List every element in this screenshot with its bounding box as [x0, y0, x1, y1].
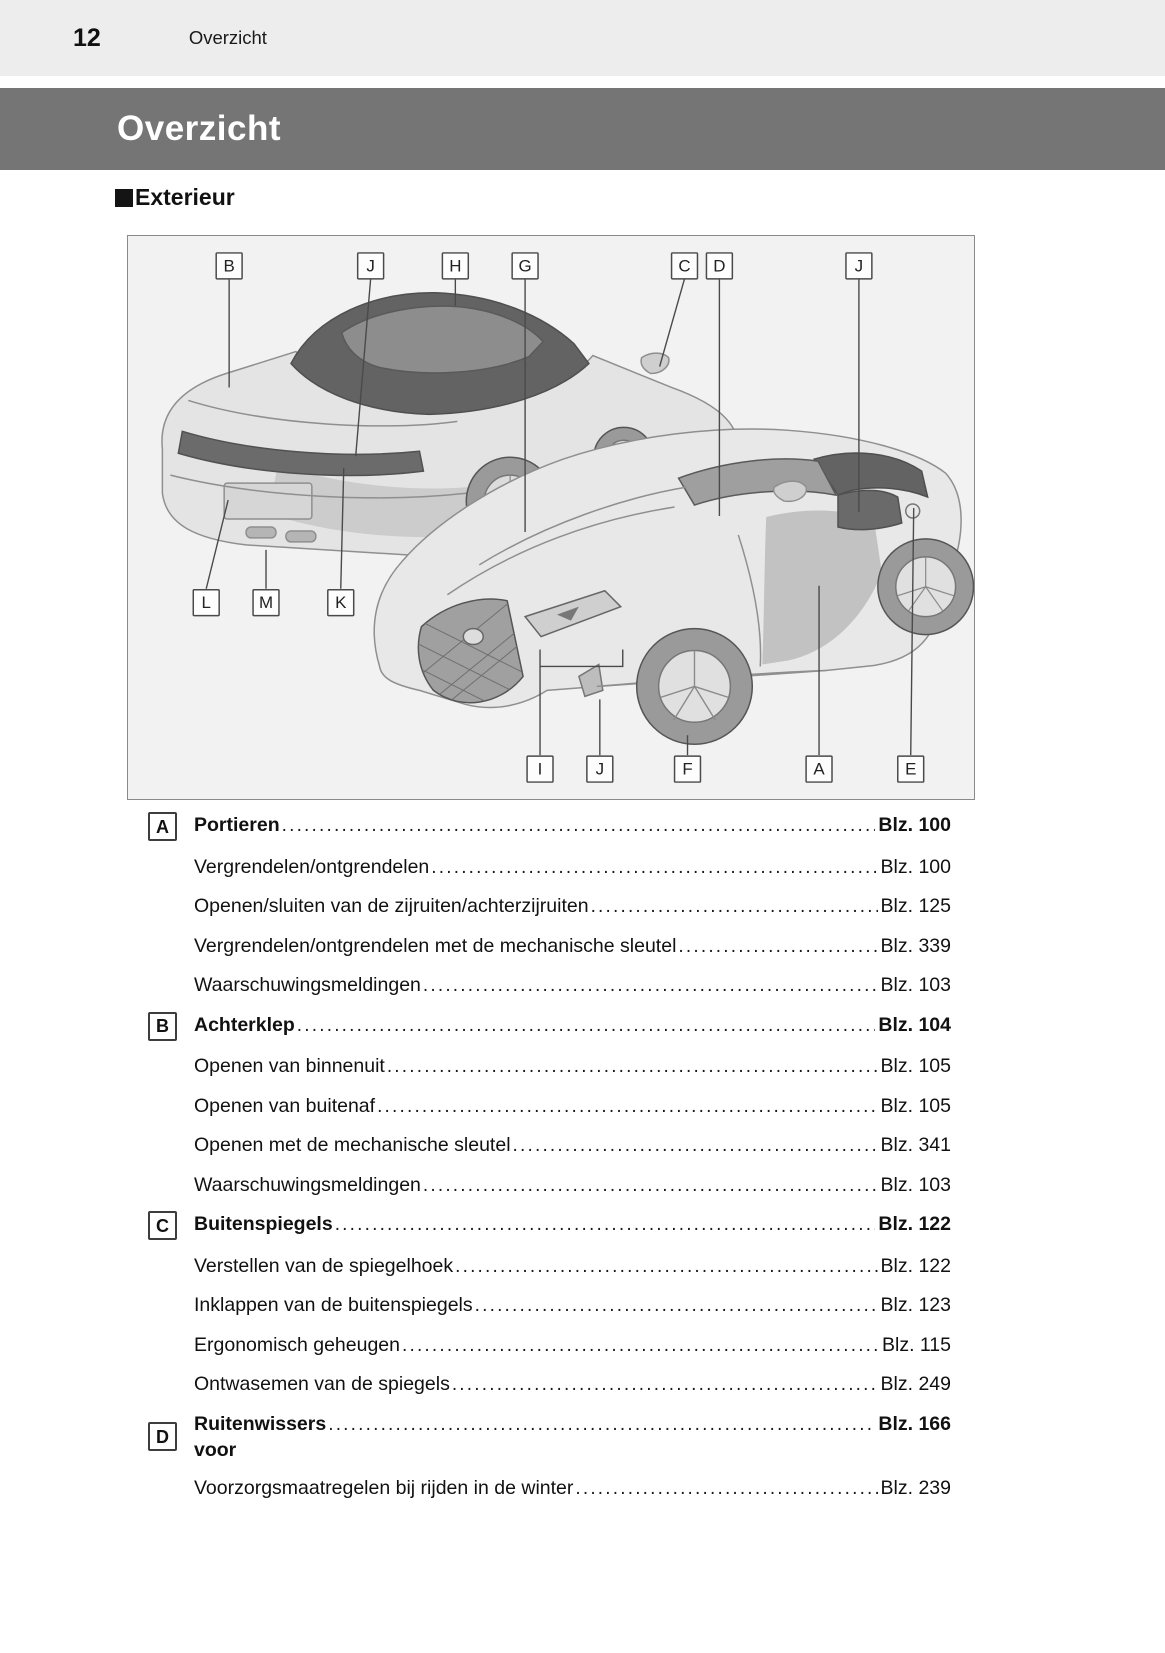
dot-leader [282, 812, 876, 839]
svg-text:I: I [537, 759, 543, 779]
toc-section-d [148, 1411, 951, 1503]
toc-page-number: Blz. 122 [878, 1213, 951, 1235]
toc-section-title: Buitenspiegels [194, 1213, 333, 1235]
toc-page-number: Blz. 103 [880, 974, 951, 996]
dot-leader [423, 1172, 878, 1199]
callout-c [672, 253, 698, 279]
dot-leader [377, 1093, 877, 1120]
svg-text:K: K [335, 593, 347, 613]
svg-text:F: F [682, 759, 693, 779]
dot-leader [431, 854, 877, 881]
dot-leader [328, 1411, 875, 1438]
dot-leader [452, 1371, 878, 1398]
dot-leader [297, 1012, 876, 1039]
callout-j-1 [358, 253, 384, 279]
dot-leader [387, 1053, 878, 1080]
toc-item[interactable] [148, 1371, 951, 1398]
toc-page-number: Blz. 100 [880, 855, 951, 878]
dot-leader [423, 972, 878, 999]
dot-leader [335, 1211, 876, 1238]
toc-item-label: Openen/sluiten van de zijruiten/achterzijruiten [194, 895, 589, 917]
toc-item-label: Vergrendelen/ontgrendelen met de mechanische sleutel [194, 934, 677, 957]
running-header-title: Overzicht [188, 27, 267, 48]
toc-item[interactable] [148, 1332, 951, 1359]
toc-page-number: Blz. 122 [880, 1254, 951, 1277]
callout-m [253, 590, 279, 616]
toc-item-label: Waarschuwingsmeldingen [194, 1173, 421, 1196]
section-heading [115, 184, 235, 211]
dot-leader [678, 933, 877, 960]
chapter-banner [0, 88, 1165, 170]
svg-text:D: D [713, 256, 726, 276]
dot-leader [591, 893, 878, 920]
toc-item-label: Ergonomisch geheugen [194, 1333, 400, 1356]
toc-item-label: Vergrendelen/ontgrendelen [194, 855, 430, 878]
svg-text:E: E [905, 759, 917, 779]
square-bullet-icon [115, 189, 133, 207]
toc-section-header[interactable] [148, 812, 951, 841]
toc-page-number: Blz. 105 [880, 1055, 951, 1077]
toc-page-number: Blz. 249 [880, 1373, 951, 1395]
callout-g [512, 253, 538, 279]
toc-page-number: Blz. 239 [880, 1477, 951, 1499]
dot-leader [455, 1253, 877, 1280]
toc-page-number: Blz. 103 [880, 1173, 951, 1196]
callout-j-2 [846, 253, 872, 279]
toc-section-a [148, 812, 951, 999]
toc-item-label: Ontwasemen van de spiegels [194, 1373, 450, 1395]
callout-h [442, 253, 468, 279]
toc-section-header[interactable] [148, 1411, 951, 1463]
toc-item[interactable] [148, 972, 951, 999]
toc-item[interactable] [148, 1172, 951, 1199]
toc-item[interactable] [148, 1053, 951, 1080]
callout-d [706, 253, 732, 279]
toc-section-header[interactable] [148, 1211, 951, 1240]
page-number: 12 [73, 23, 101, 52]
callout-k [328, 590, 354, 616]
toc-item[interactable] [148, 1132, 951, 1159]
svg-text:A: A [813, 759, 825, 779]
section-letter-badge: C [148, 1211, 177, 1240]
toc-page-number: Blz. 104 [878, 1013, 951, 1036]
toc-item[interactable] [148, 1475, 951, 1502]
chapter-banner-title: Overzicht [117, 109, 281, 148]
callout-b [216, 253, 242, 279]
callout-i [527, 756, 553, 782]
svg-text:H: H [449, 256, 462, 276]
toc-section-b [148, 1012, 951, 1199]
toc-page-number: Blz. 100 [878, 814, 951, 836]
toc-item-label: Voorzorgsmaatregelen bij rijden in de winter [194, 1477, 574, 1499]
toc-page-number: Blz. 125 [880, 895, 951, 917]
toc-page-number: Blz. 123 [880, 1294, 951, 1316]
svg-text:L: L [201, 593, 211, 613]
toc-item-label: Waarschuwingsmeldingen [194, 974, 421, 996]
toc-section-title: Portieren [194, 814, 280, 836]
toc-page-number: Blz. 341 [880, 1134, 951, 1156]
toc-page-number: Blz. 166 [878, 1412, 951, 1435]
toc-item[interactable] [148, 1253, 951, 1280]
toc-page-number: Blz. 105 [880, 1094, 951, 1117]
toc-section-title: Ruitenwissers voor [194, 1412, 327, 1461]
section-letter-badge: D [148, 1422, 177, 1451]
toc-section-header[interactable] [148, 1012, 951, 1041]
toc-page-number: Blz. 115 [881, 1333, 951, 1356]
toc-page-number: Blz. 339 [880, 934, 951, 957]
dot-leader [402, 1332, 879, 1359]
svg-text:G: G [518, 256, 532, 276]
toc-item-label: Openen van buitenaf [194, 1094, 376, 1117]
toc [148, 812, 951, 1515]
exterior-diagram [127, 235, 975, 800]
toc-item-label: Inklappen van de buitenspiegels [194, 1294, 473, 1316]
svg-text:M: M [258, 593, 274, 613]
dot-leader [475, 1292, 878, 1319]
section-letter-badge: B [148, 1012, 177, 1041]
dot-leader [575, 1475, 877, 1502]
callout-a [806, 756, 832, 782]
callout-j-3 [587, 756, 613, 782]
callout-l [193, 590, 219, 616]
toc-item-label: Verstellen van de spiegelhoek [194, 1254, 454, 1277]
svg-text:J: J [366, 256, 375, 276]
svg-text:C: C [678, 256, 691, 276]
toc-item[interactable] [148, 854, 951, 881]
toc-item[interactable] [148, 933, 951, 960]
toc-item-label: Openen van binnenuit [194, 1055, 385, 1077]
toc-item[interactable] [148, 893, 951, 920]
toc-item[interactable] [148, 1292, 951, 1319]
toc-item[interactable] [148, 1093, 951, 1120]
toc-item-label: Openen met de mechanische sleutel [194, 1134, 511, 1156]
svg-text:J: J [854, 256, 864, 276]
callout-e [898, 756, 924, 782]
callout-f [675, 756, 701, 782]
car-illustration [128, 236, 974, 799]
toc-section-c [148, 1211, 951, 1398]
svg-text:J: J [595, 759, 605, 779]
toc-section-title: Achterklep [194, 1013, 295, 1036]
running-header [0, 0, 1165, 76]
dot-leader [513, 1132, 878, 1159]
section-letter-badge: A [148, 812, 177, 841]
svg-text:B: B [223, 256, 235, 276]
section-title: Exterieur [135, 184, 235, 210]
